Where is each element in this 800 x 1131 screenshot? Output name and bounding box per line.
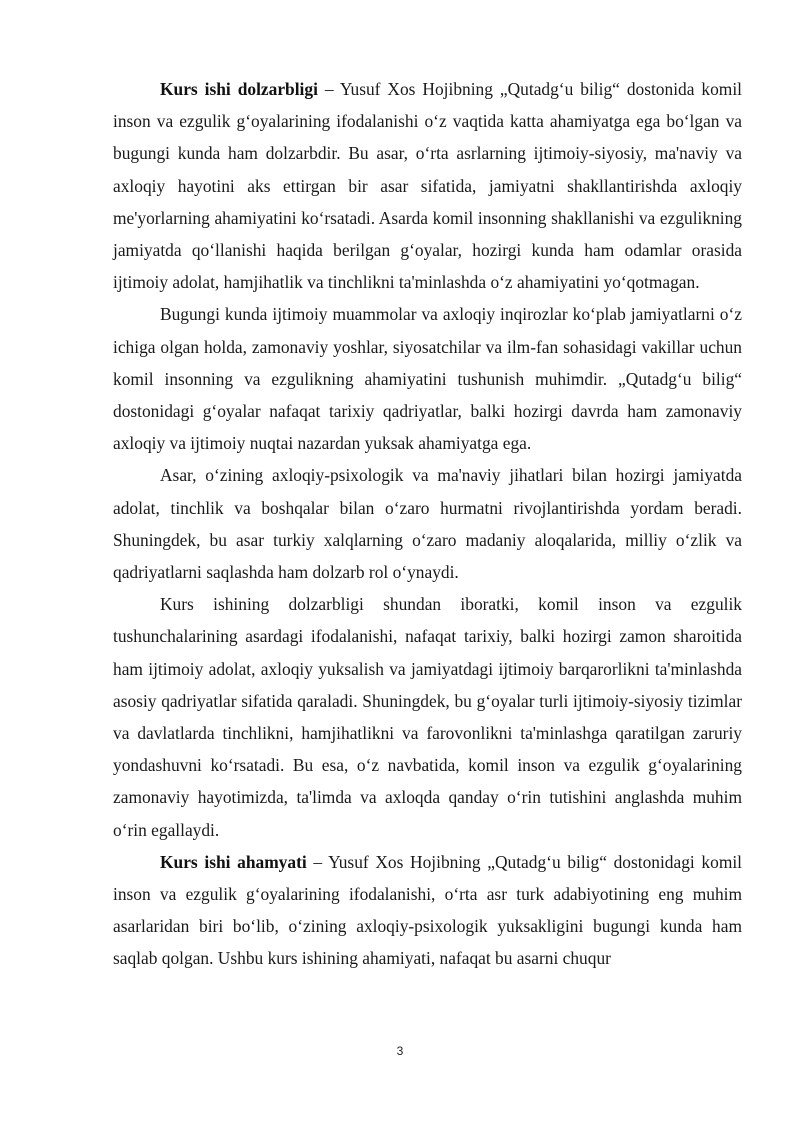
paragraph-text: Asar, o‘zining axloqiy-psixologik va ma'naviy jihatlari bilan hozirgi jamiyatda adolat, tinchlik va boshqalar bilan o‘zaro hurmatni rivojlantirishda yordam beradi. Shuningdek, bu asar turkiy xalqlarning o‘zaro madaniy aloqalarida, milliy o‘zlik va qadriyatlarni saqlashda ham dolzarb rol o‘ynaydi. [113,465,742,583]
page-number: 3 [396,1044,404,1058]
paragraph-relevance-summary [113,588,742,846]
paragraph-moral-aspects [113,459,742,588]
heading-relevance: Kurs ishi dolzarbligi [160,79,318,99]
paragraph-text: – Yusuf Xos Hojibning „Qutadg‘u bilig“ dostonidagi komil inson va ezgulik g‘oyalarining ifodalanishi, o‘rta asr turk adabiyotining eng muhim asarlaridan biri bo‘lib, o‘zining axloqiy-psixologik yuksakligini bugungi kunda ham saqlab qolgan. Ushbu kurs ishining ahamiyati, nafaqat bu asarni chuqur [113,851,743,969]
paragraph-text: – Yusuf Xos Hojibning „Qutadg‘u bilig“ dostonida komil inson va ezgulik g‘oyalarining ifodalanishi o‘z vaqtida katta ahamiyatga ega bo‘lgan va bugungi kunda ham dolzarbdir. Bu asar, o‘rta asrlarning ijtimoiy-siyosiy, ma'naviy va axloqiy hayotini aks ettirgan bir asar sifatida, jamiyatni shakllantirishda axloqiy me'yorlarning ahamiyatini ko‘rsatadi. Asarda komil insonning shakllanishi va ezgulikning jamiyatda qo‘llanishi haqida berilgan g‘oyalar, hozirgi kunda ham odamlar orasida ijtimoiy adolat, hamjihatlik va tinchlikni ta'minlashda o‘z ahamiyatini yo‘qotmagan. [113,79,742,293]
paragraph-relevance [113,73,742,298]
paragraph-importance [113,846,742,975]
document-body [113,73,742,975]
paragraph-social-problems [113,298,742,459]
paragraph-text: Bugungi kunda ijtimoiy muammolar va axloqiy inqirozlar ko‘plab jamiyatlarni o‘z ichiga olgan holda, zamonaviy yoshlar, siyosatchilar va ilm-fan sohasidagi vakillar uchun komil insonning va ezgulikning ahamiyatini tushunish muhimdir. „Qutadg‘u bilig“ dostonidagi g‘oyalar nafaqat tarixiy qadriyatlar, balki hozirgi davrda ham zamonaviy axloqiy va ijtimoiy nuqtai nazardan yuksak ahamiyatga ega. [113,304,742,454]
heading-importance: Kurs ishi ahamyati [160,851,307,872]
paragraph-text: Kurs ishining dolzarbligi shundan iboratki, komil inson va ezgulik tushunchalarining asardagi ifodalanishi, nafaqat tarixiy, balki hozirgi zamon sharoitida ham ijtimoiy adolat, axloqiy yuksalish va jamiyatdagi ijtimoiy barqarorlikni ta'minlashda asosiy qadriyatlar sifatida qaraladi. Shuningdek, bu g‘oyalar turli ijtimoiy-siyosiy tizimlar va davlatlarda tinchlikni, hamjihatlikni va farovonlikni ta'minlashga qaratilgan zaruriy yondashuvni ko‘rsatadi. Bu esa, o‘z navbatida, komil inson va ezgulik g‘oyalarining zamonaviy hayotimizda, ta'limda va axloqda qanday o‘rin tutishini anglashda muhim o‘rin egallaydi. [113,594,742,840]
